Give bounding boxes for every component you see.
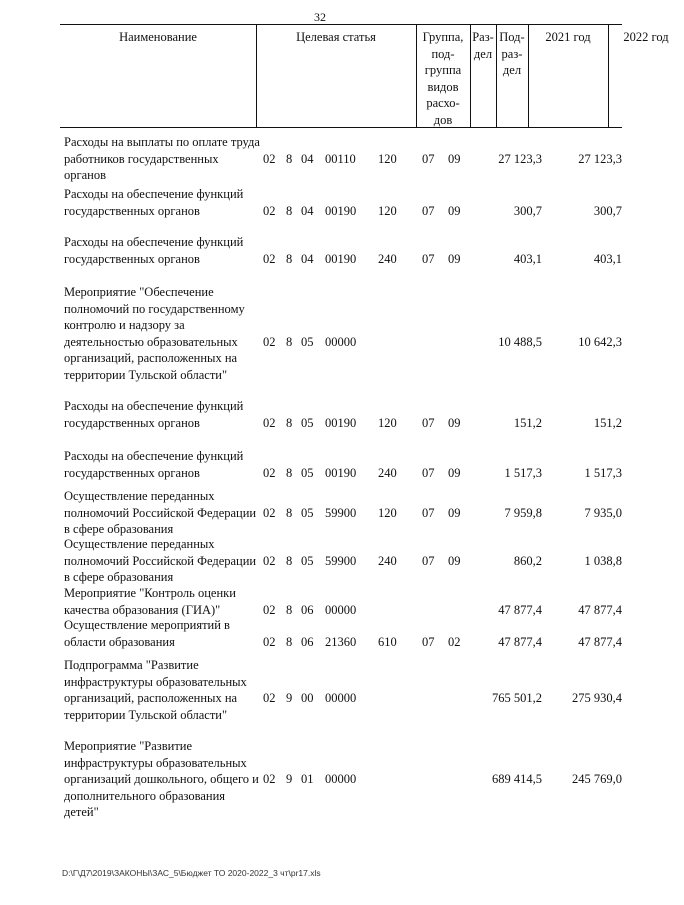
row-v2022: 47 877,4 xyxy=(578,602,622,617)
row-grp: 240 xyxy=(378,465,397,480)
row-pod: 09 xyxy=(448,465,461,480)
row-raz: 07 xyxy=(422,203,435,218)
file-path-footer: D:\Г\Д7\2019\ЗАКОНЫ\ЗАС_5\Бюджет ТО 2020-2022_3 чт\pr17.xls xyxy=(62,868,321,878)
row-c2: 8 xyxy=(286,602,293,617)
row-v2021: 403,1 xyxy=(513,251,542,266)
row-c1: 02 xyxy=(263,505,276,520)
row-v2021: 1 517,3 xyxy=(504,465,542,480)
row-name: Расходы на обеспечение функций государственных органов xyxy=(64,235,244,266)
row-grp: 120 xyxy=(378,505,397,520)
row-c4: 59900 xyxy=(325,553,357,568)
row-v2022: 27 123,3 xyxy=(578,151,622,166)
row-c1: 02 xyxy=(263,203,276,218)
row-name: Осуществление переданных полномочий Российской Федерации в сфере образования xyxy=(64,489,257,536)
row-c3: 04 xyxy=(301,251,314,266)
row-c2: 8 xyxy=(286,415,293,430)
row-c3: 05 xyxy=(301,465,314,480)
row-pod: 09 xyxy=(448,151,461,166)
row-name: Расходы на выплаты по оплате труда работников государственных органов xyxy=(64,135,260,182)
row-grp: 240 xyxy=(378,251,397,266)
row-raz: 07 xyxy=(422,505,435,520)
row-c3: 05 xyxy=(301,553,314,568)
row-name: Мероприятие "Развитие инфраструктуры образовательных организаций дошкольного, общего и дополнительного образования детей" xyxy=(64,739,259,819)
row-v2021: 689 414,5 xyxy=(492,772,542,786)
row-grp: 610 xyxy=(378,634,397,649)
row-raz: 07 xyxy=(422,251,435,266)
row-name: Расходы на обеспечение функций государственных органов xyxy=(64,187,244,218)
row-pod: 09 xyxy=(448,251,461,266)
row-name: Мероприятие "Обеспечение полномочий по государственному контролю и надзору за деятельностью образовательных организаций, расположенных на территории Тульской области" xyxy=(64,285,245,382)
page-number: 32 xyxy=(314,10,326,24)
row-v2022: 403,1 xyxy=(593,251,622,266)
row-raz: 07 xyxy=(422,634,435,649)
header-podrazdel: Под- раз- дел xyxy=(499,30,525,77)
row-raz: 07 xyxy=(422,415,435,430)
row-c4: 00190 xyxy=(325,203,357,218)
row-c4: 00000 xyxy=(325,334,357,349)
row-v2021: 47 877,4 xyxy=(498,634,542,649)
row-c4: 00000 xyxy=(325,602,357,617)
row-c2: 9 xyxy=(286,691,293,705)
row-c2: 9 xyxy=(286,772,293,786)
row-c1: 02 xyxy=(263,634,276,649)
row-v2021: 765 501,2 xyxy=(492,691,542,705)
row-c2: 8 xyxy=(286,203,293,218)
row-c4: 21360 xyxy=(325,634,357,649)
row-c3: 05 xyxy=(301,505,314,520)
row-c3: 06 xyxy=(301,602,314,617)
row-raz: 07 xyxy=(422,151,435,166)
row-name: Осуществление переданных полномочий Российской Федерации в сфере образования xyxy=(64,537,257,584)
row-c2: 8 xyxy=(286,465,293,480)
header-2021: 2021 год xyxy=(545,30,591,44)
table-header xyxy=(60,24,669,128)
header-2022: 2022 год xyxy=(623,30,669,44)
row-raz: 07 xyxy=(422,553,435,568)
row-raz: 07 xyxy=(422,465,435,480)
row-v2022: 300,7 xyxy=(593,203,622,218)
row-c3: 01 xyxy=(301,772,314,786)
row-c4: 00190 xyxy=(325,251,357,266)
row-c3: 04 xyxy=(301,151,314,166)
row-c4: 00190 xyxy=(325,415,357,430)
row-c1: 02 xyxy=(263,602,276,617)
header-razdel: Раз- дел xyxy=(472,30,494,61)
row-grp: 240 xyxy=(378,553,397,568)
row-grp: 120 xyxy=(378,151,397,166)
row-pod: 09 xyxy=(448,203,461,218)
row-v2021: 47 877,4 xyxy=(498,602,542,617)
row-c3: 05 xyxy=(301,415,314,430)
row-pod: 02 xyxy=(448,634,461,649)
row-c1: 02 xyxy=(263,151,276,166)
row-grp: 120 xyxy=(378,203,397,218)
row-c4: 00000 xyxy=(325,772,357,786)
row-name: Осуществление мероприятий в области образования xyxy=(64,618,230,649)
row-v2022: 10 642,3 xyxy=(578,334,622,349)
row-c4: 00190 xyxy=(325,465,357,480)
row-c2: 8 xyxy=(286,634,293,649)
row-v2021: 300,7 xyxy=(513,203,542,218)
row-c2: 8 xyxy=(286,505,293,520)
row-c1: 02 xyxy=(263,334,276,349)
row-name: Расходы на обеспечение функций государственных органов xyxy=(64,399,244,430)
row-c4: 59900 xyxy=(325,505,357,520)
row-c1: 02 xyxy=(263,691,276,705)
row-c3: 06 xyxy=(301,634,314,649)
row-pod: 09 xyxy=(448,505,461,520)
row-v2021: 10 488,5 xyxy=(498,334,542,349)
row-c2: 8 xyxy=(286,553,293,568)
row-v2022: 151,2 xyxy=(593,415,622,430)
row-name: Расходы на обеспечение функций государственных органов xyxy=(64,449,244,480)
header-group: Группа, под- группа видов расхо- дов xyxy=(422,30,464,127)
row-c4: 00110 xyxy=(325,151,356,166)
row-c1: 02 xyxy=(263,465,276,480)
row-c1: 02 xyxy=(263,772,276,786)
row-c3: 00 xyxy=(301,691,314,705)
row-c1: 02 xyxy=(263,415,276,430)
row-c2: 8 xyxy=(286,334,293,349)
header-target: Целевая статья xyxy=(296,30,376,44)
row-v2022: 275 930,4 xyxy=(572,691,622,705)
row-c3: 04 xyxy=(301,203,314,218)
row-c4: 00000 xyxy=(325,691,357,705)
row-c2: 8 xyxy=(286,151,293,166)
row-c1: 02 xyxy=(263,553,276,568)
row-c3: 05 xyxy=(301,334,314,349)
row-pod: 09 xyxy=(448,553,461,568)
row-c1: 02 xyxy=(263,251,276,266)
row-name: Подпрограмма "Развитие инфраструктуры образовательных организаций, расположенных на территории Тульской области" xyxy=(64,658,247,722)
row-v2022: 7 935,0 xyxy=(584,505,622,520)
row-grp: 120 xyxy=(378,415,397,430)
row-v2021: 7 959,8 xyxy=(504,505,542,520)
row-v2022: 1 038,8 xyxy=(584,553,622,568)
row-v2022: 1 517,3 xyxy=(584,465,622,480)
row-c2: 8 xyxy=(286,251,293,266)
header-name: Наименование xyxy=(119,30,197,44)
row-name: Мероприятие "Контроль оценки качества образования (ГИА)" xyxy=(64,586,236,617)
row-v2021: 860,2 xyxy=(513,553,542,568)
row-v2021: 151,2 xyxy=(513,415,542,430)
row-v2022: 245 769,0 xyxy=(572,772,622,786)
row-pod: 09 xyxy=(448,415,461,430)
row-v2021: 27 123,3 xyxy=(498,151,542,166)
row-v2022: 47 877,4 xyxy=(578,634,622,649)
